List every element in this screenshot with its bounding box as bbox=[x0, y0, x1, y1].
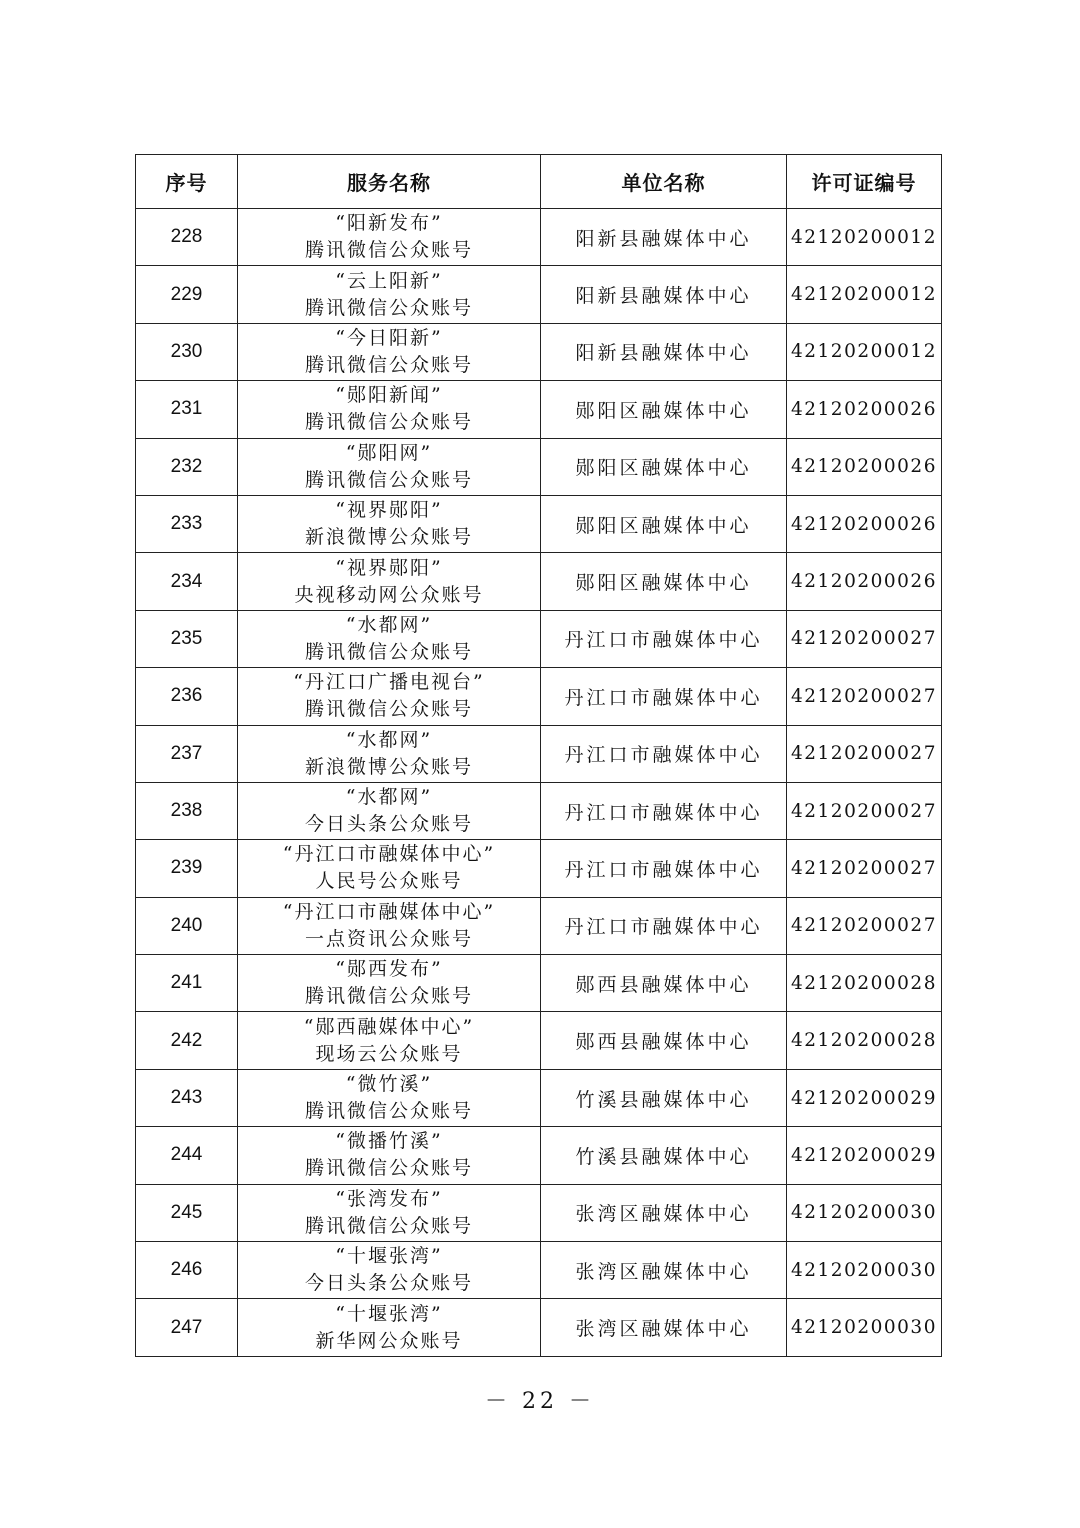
table-row bbox=[136, 840, 942, 897]
cell-service bbox=[238, 381, 541, 438]
service-type: 央视移动网公众账号 bbox=[294, 583, 484, 606]
cell-organization: 阳新县融媒体中心 bbox=[541, 209, 787, 266]
service-name: “郧阳网” bbox=[345, 441, 433, 464]
cell-organization: 丹江口市融媒体中心 bbox=[541, 668, 787, 725]
service-name: “十堰张湾” bbox=[335, 1302, 443, 1325]
cell-service bbox=[238, 897, 541, 954]
cell-license: 42120200030 bbox=[787, 1242, 942, 1299]
cell-license: 42120200027 bbox=[787, 840, 942, 897]
cell-service bbox=[238, 209, 541, 266]
cell-license: 42120200026 bbox=[787, 553, 942, 610]
cell-license: 42120200029 bbox=[787, 1069, 942, 1126]
cell-organization: 张湾区融媒体中心 bbox=[541, 1299, 787, 1356]
table-row bbox=[136, 725, 942, 782]
header-license: 许可证编号 bbox=[787, 155, 942, 209]
service-name: “阳新发布” bbox=[335, 212, 443, 235]
service-name: “微竹溪” bbox=[345, 1073, 433, 1096]
service-name: “今日阳新” bbox=[335, 326, 443, 349]
cell-service bbox=[238, 495, 541, 552]
service-name: “微播竹溪” bbox=[335, 1130, 443, 1153]
cell-seq: 239 bbox=[136, 840, 238, 897]
service-name: “郧西融媒体中心” bbox=[303, 1015, 475, 1038]
cell-license: 42120200027 bbox=[787, 782, 942, 839]
cell-service bbox=[238, 323, 541, 380]
table-row bbox=[136, 897, 942, 954]
table-row bbox=[136, 1299, 942, 1356]
table-row bbox=[136, 209, 942, 266]
service-name: “水都网” bbox=[345, 728, 433, 751]
cell-organization: 竹溪县融媒体中心 bbox=[541, 1069, 787, 1126]
cell-seq: 245 bbox=[136, 1184, 238, 1241]
cell-organization: 张湾区融媒体中心 bbox=[541, 1184, 787, 1241]
table-row bbox=[136, 610, 942, 667]
cell-service bbox=[238, 840, 541, 897]
service-type: 腾讯微信公众账号 bbox=[304, 1214, 473, 1237]
table-row bbox=[136, 1184, 942, 1241]
cell-license: 42120200028 bbox=[787, 955, 942, 1012]
cell-license: 42120200027 bbox=[787, 897, 942, 954]
table-row bbox=[136, 495, 942, 552]
cell-seq: 233 bbox=[136, 495, 238, 552]
cell-service bbox=[238, 1299, 541, 1356]
table-row bbox=[136, 323, 942, 380]
cell-seq: 228 bbox=[136, 209, 238, 266]
header-service: 服务名称 bbox=[238, 155, 541, 209]
cell-license: 42120200027 bbox=[787, 610, 942, 667]
cell-seq: 236 bbox=[136, 668, 238, 725]
cell-organization: 郧阳区融媒体中心 bbox=[541, 553, 787, 610]
service-name: “丹江口市融媒体中心” bbox=[282, 843, 496, 866]
service-type: 腾讯微信公众账号 bbox=[304, 296, 473, 319]
cell-service bbox=[238, 955, 541, 1012]
cell-seq: 246 bbox=[136, 1242, 238, 1299]
cell-service bbox=[238, 1012, 541, 1069]
service-name: “十堰张湾” bbox=[335, 1245, 443, 1268]
service-type: 一点资讯公众账号 bbox=[304, 927, 473, 950]
cell-service bbox=[238, 782, 541, 839]
cell-license: 42120200026 bbox=[787, 495, 942, 552]
service-type: 新华网公众账号 bbox=[315, 1329, 463, 1352]
cell-organization: 丹江口市融媒体中心 bbox=[541, 725, 787, 782]
cell-organization: 丹江口市融媒体中心 bbox=[541, 782, 787, 839]
table-row bbox=[136, 668, 942, 725]
service-type: 新浪微博公众账号 bbox=[304, 526, 473, 549]
cell-seq: 247 bbox=[136, 1299, 238, 1356]
cell-seq: 237 bbox=[136, 725, 238, 782]
table-row bbox=[136, 1069, 942, 1126]
service-name: “视界郧阳” bbox=[335, 499, 443, 522]
service-name: “张湾发布” bbox=[335, 1187, 443, 1210]
cell-organization: 郧西县融媒体中心 bbox=[541, 955, 787, 1012]
cell-seq: 240 bbox=[136, 897, 238, 954]
cell-license: 42120200012 bbox=[787, 266, 942, 323]
cell-license: 42120200026 bbox=[787, 381, 942, 438]
cell-service bbox=[238, 610, 541, 667]
service-type: 腾讯微信公众账号 bbox=[304, 985, 473, 1008]
cell-organization: 阳新县融媒体中心 bbox=[541, 323, 787, 380]
table-row bbox=[136, 1012, 942, 1069]
table-header-row bbox=[136, 155, 942, 209]
cell-organization: 阳新县融媒体中心 bbox=[541, 266, 787, 323]
service-name: “丹江口市融媒体中心” bbox=[282, 900, 496, 923]
cell-license: 42120200012 bbox=[787, 323, 942, 380]
cell-seq: 230 bbox=[136, 323, 238, 380]
service-type: 腾讯微信公众账号 bbox=[304, 698, 473, 721]
service-type: 新浪微博公众账号 bbox=[304, 755, 473, 778]
cell-license: 42120200012 bbox=[787, 209, 942, 266]
cell-seq: 232 bbox=[136, 438, 238, 495]
cell-license: 42120200028 bbox=[787, 1012, 942, 1069]
table-row bbox=[136, 381, 942, 438]
header-organization: 单位名称 bbox=[541, 155, 787, 209]
service-type: 腾讯微信公众账号 bbox=[304, 468, 473, 491]
cell-seq: 229 bbox=[136, 266, 238, 323]
license-table bbox=[135, 154, 942, 1357]
service-name: “云上阳新” bbox=[335, 269, 443, 292]
cell-organization: 郧阳区融媒体中心 bbox=[541, 438, 787, 495]
cell-seq: 234 bbox=[136, 553, 238, 610]
cell-service bbox=[238, 1127, 541, 1184]
cell-seq: 241 bbox=[136, 955, 238, 1012]
table-row bbox=[136, 438, 942, 495]
table-row bbox=[136, 553, 942, 610]
service-name: “视界郧阳” bbox=[335, 556, 443, 579]
cell-seq: 243 bbox=[136, 1069, 238, 1126]
cell-service bbox=[238, 725, 541, 782]
service-name: “郧阳新闻” bbox=[335, 384, 443, 407]
service-name: “丹江口广播电视台” bbox=[293, 671, 485, 694]
service-type: 今日头条公众账号 bbox=[304, 1272, 473, 1295]
table-row bbox=[136, 1127, 942, 1184]
header-seq: 序号 bbox=[136, 155, 238, 209]
cell-organization: 丹江口市融媒体中心 bbox=[541, 610, 787, 667]
page-number: － 22 － bbox=[485, 1389, 595, 1414]
cell-seq: 244 bbox=[136, 1127, 238, 1184]
cell-service bbox=[238, 1242, 541, 1299]
cell-license: 42120200027 bbox=[787, 668, 942, 725]
service-name: “郧西发布” bbox=[335, 958, 443, 981]
service-type: 腾讯微信公众账号 bbox=[304, 411, 473, 434]
cell-service bbox=[238, 668, 541, 725]
cell-license: 42120200027 bbox=[787, 725, 942, 782]
service-type: 今日头条公众账号 bbox=[304, 813, 473, 836]
table-body bbox=[136, 209, 942, 1357]
cell-organization: 郧西县融媒体中心 bbox=[541, 1012, 787, 1069]
table-row bbox=[136, 1242, 942, 1299]
cell-license: 42120200029 bbox=[787, 1127, 942, 1184]
cell-organization: 丹江口市融媒体中心 bbox=[541, 840, 787, 897]
cell-organization: 竹溪县融媒体中心 bbox=[541, 1127, 787, 1184]
service-type: 腾讯微信公众账号 bbox=[304, 640, 473, 663]
service-name: “水都网” bbox=[345, 786, 433, 809]
cell-license: 42120200026 bbox=[787, 438, 942, 495]
cell-seq: 231 bbox=[136, 381, 238, 438]
cell-seq: 238 bbox=[136, 782, 238, 839]
cell-service bbox=[238, 1069, 541, 1126]
cell-service bbox=[238, 438, 541, 495]
table-row bbox=[136, 266, 942, 323]
cell-license: 42120200030 bbox=[787, 1184, 942, 1241]
service-name: “水都网” bbox=[345, 613, 433, 636]
service-type: 腾讯微信公众账号 bbox=[304, 239, 473, 262]
cell-organization: 郧阳区融媒体中心 bbox=[541, 381, 787, 438]
service-type: 现场云公众账号 bbox=[315, 1042, 463, 1065]
cell-license: 42120200030 bbox=[787, 1299, 942, 1356]
table-row bbox=[136, 955, 942, 1012]
cell-organization: 张湾区融媒体中心 bbox=[541, 1242, 787, 1299]
cell-seq: 235 bbox=[136, 610, 238, 667]
cell-seq: 242 bbox=[136, 1012, 238, 1069]
service-type: 腾讯微信公众账号 bbox=[304, 1100, 473, 1123]
table-row bbox=[136, 782, 942, 839]
cell-service bbox=[238, 1184, 541, 1241]
cell-service bbox=[238, 553, 541, 610]
service-type: 腾讯微信公众账号 bbox=[304, 353, 473, 376]
cell-organization: 郧阳区融媒体中心 bbox=[541, 495, 787, 552]
service-type: 人民号公众账号 bbox=[315, 870, 463, 893]
cell-organization: 丹江口市融媒体中心 bbox=[541, 897, 787, 954]
service-type: 腾讯微信公众账号 bbox=[304, 1157, 473, 1180]
cell-service bbox=[238, 266, 541, 323]
